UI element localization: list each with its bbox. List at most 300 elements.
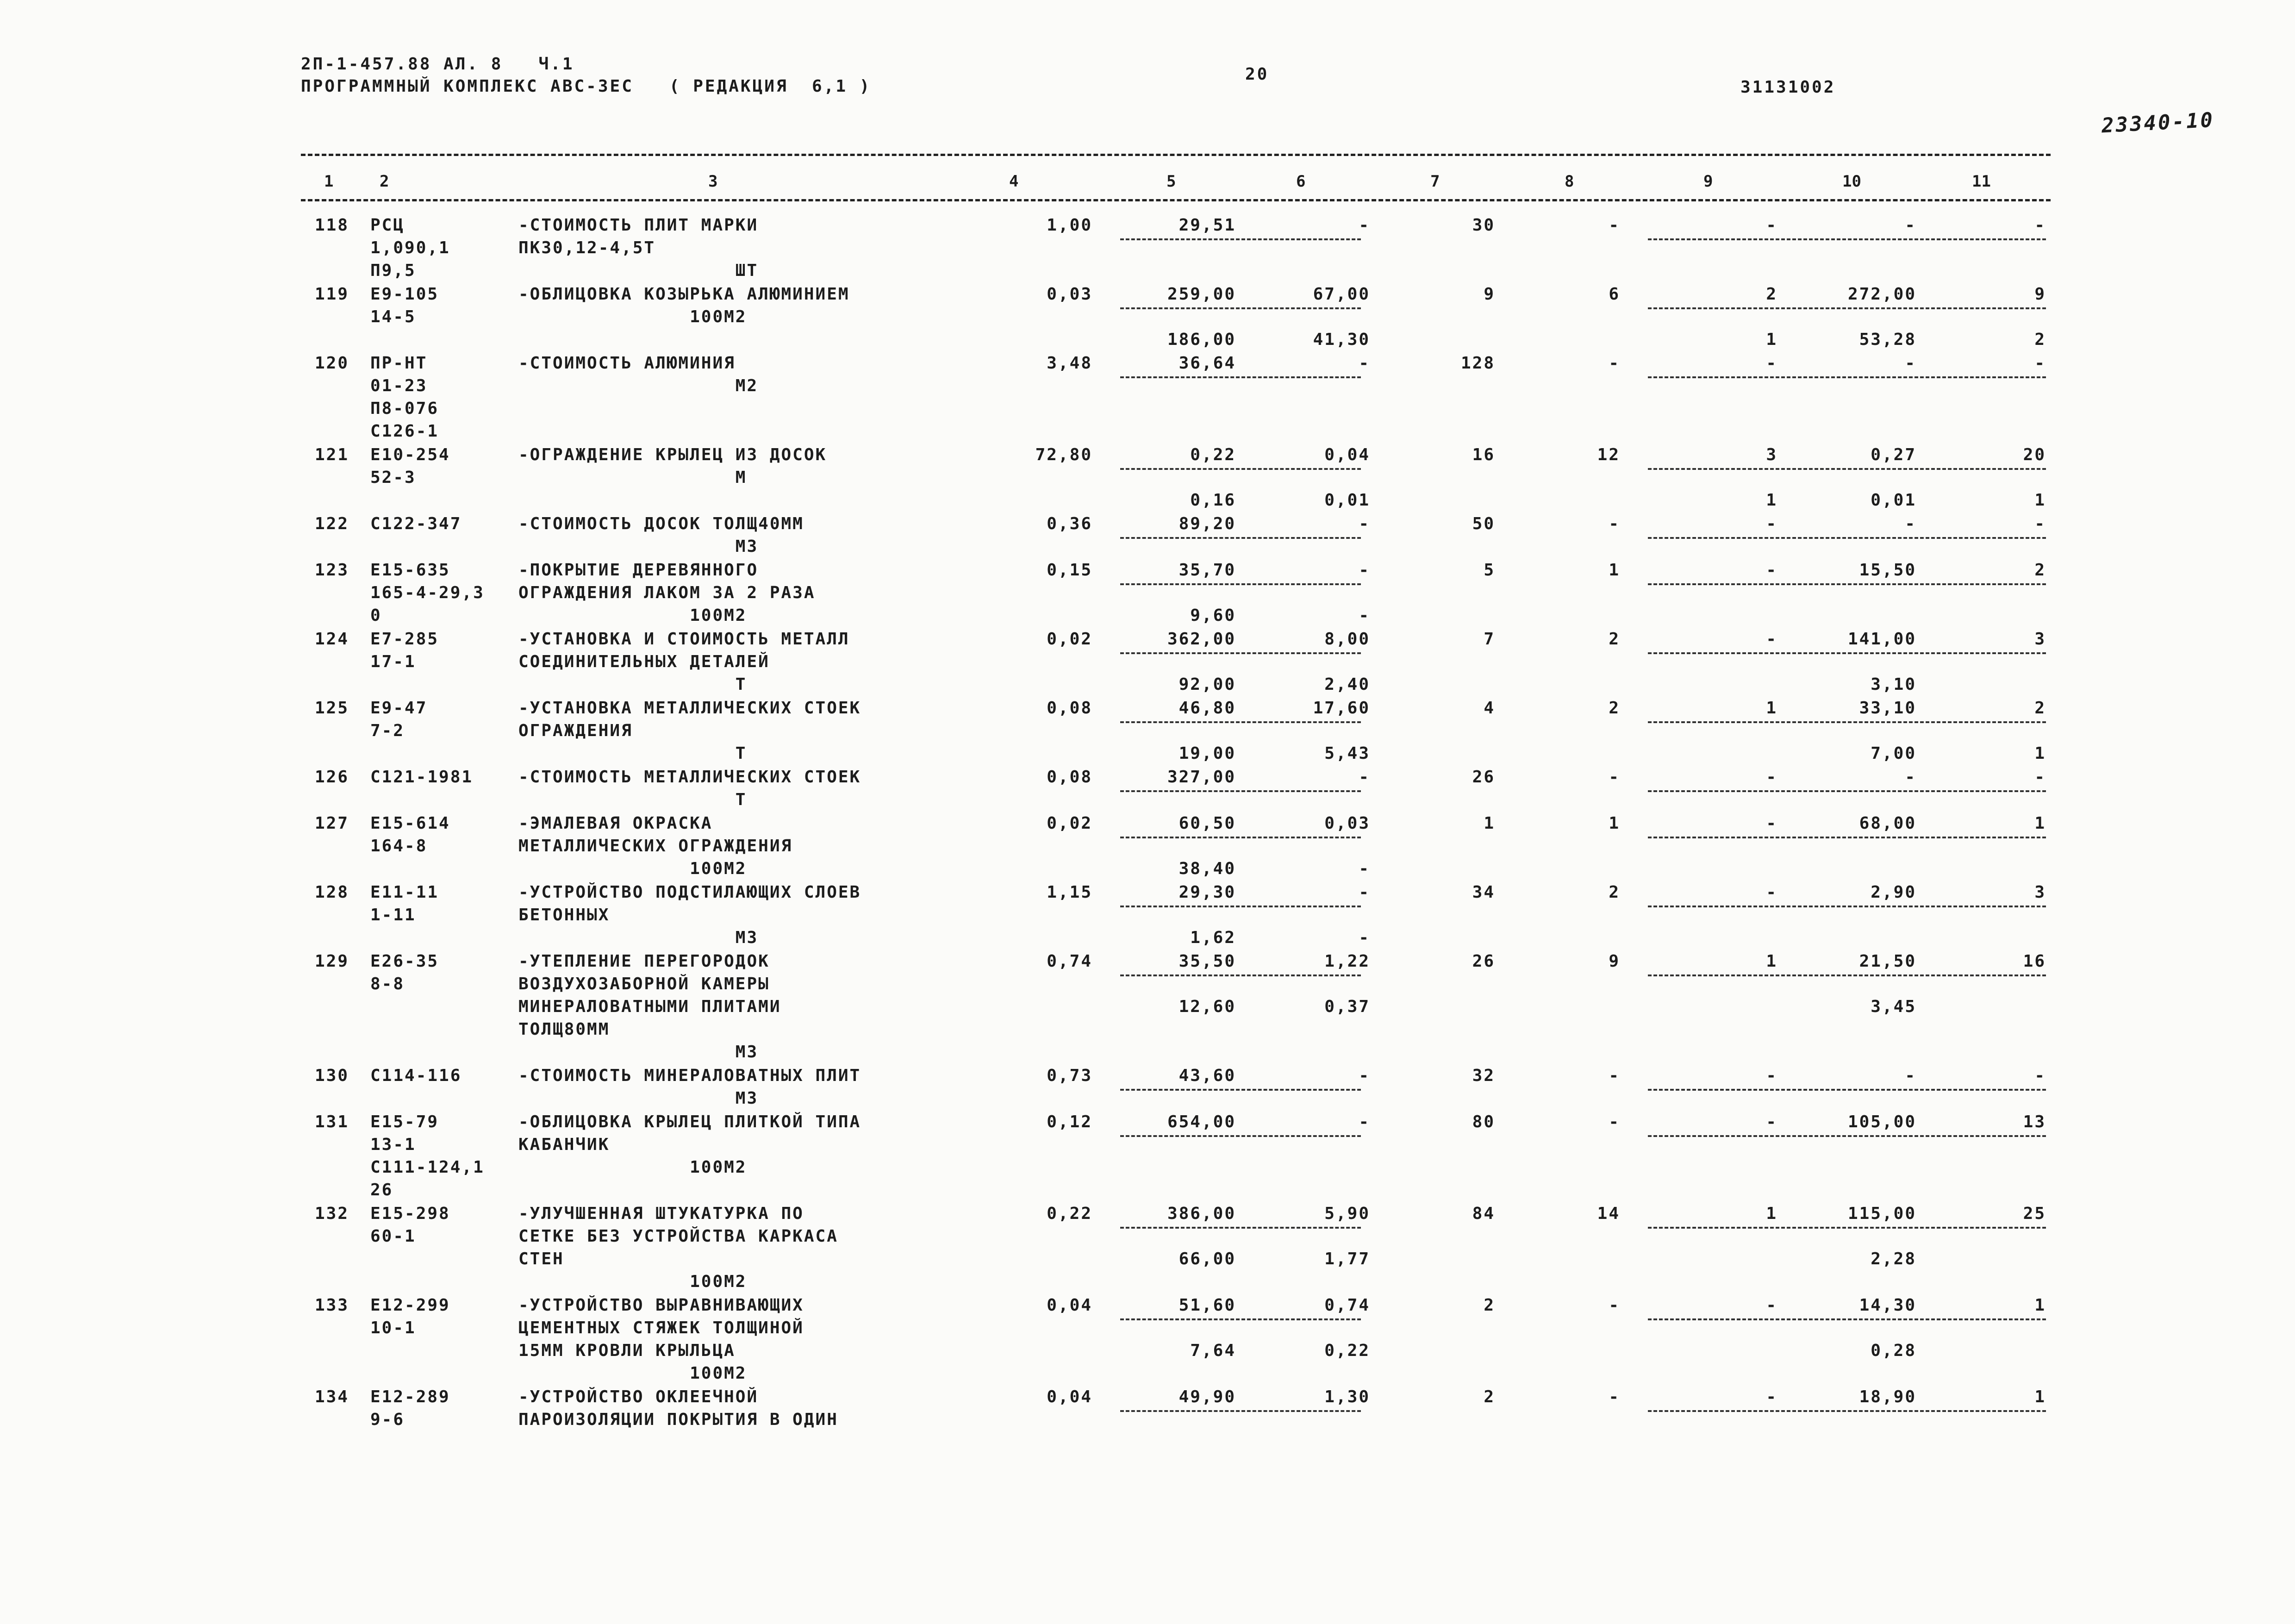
col-10-value: 3,10 — [1871, 675, 1916, 694]
work-description: 100М2 — [518, 1364, 747, 1383]
row-separator — [1648, 1227, 2046, 1229]
col-8-value: - — [1609, 1387, 1620, 1406]
row-number: 128 — [315, 883, 349, 902]
row-separator — [1648, 1135, 2046, 1137]
col-9-value: - — [1766, 354, 1777, 373]
col-10-value: 15,50 — [1859, 561, 1916, 580]
machine-cost: 0,01 — [1324, 491, 1370, 510]
work-description: -ОБЛИЦОВКА КРЫЛЕЦ ПЛИТКОЙ ТИПА — [518, 1112, 861, 1131]
col-11-value: 1 — [2034, 1296, 2046, 1315]
quantity: 0,22 — [1047, 1204, 1092, 1223]
unit-price: 92,00 — [1179, 675, 1236, 694]
total-cost: 4 — [1484, 699, 1495, 718]
work-description: -УСТАНОВКА И СТОИМОСТЬ МЕТАЛЛ — [518, 630, 850, 649]
total-cost: 32 — [1472, 1066, 1495, 1085]
row-number: 120 — [315, 354, 349, 373]
quantity: 0,02 — [1047, 630, 1092, 649]
work-description: 100М2 — [518, 307, 747, 326]
quantity: 3,48 — [1047, 354, 1092, 373]
col-8-value: 1 — [1609, 814, 1620, 833]
col-8-value: 12 — [1597, 445, 1620, 464]
row-number: 131 — [315, 1112, 349, 1131]
row-separator — [1120, 1227, 1361, 1229]
row-number: 118 — [315, 216, 349, 235]
page-number: 20 — [1245, 65, 1269, 84]
total-cost: 84 — [1472, 1204, 1495, 1223]
col-10-value: 0,01 — [1871, 491, 1916, 510]
row-separator — [1120, 1318, 1361, 1320]
col-8-value: - — [1609, 216, 1620, 235]
unit-price: 46,80 — [1179, 699, 1236, 718]
norm-code: 01-23 — [370, 376, 428, 395]
machine-cost: - — [1359, 859, 1370, 878]
work-description: -ОГРАЖДЕНИЕ КРЫЛЕЦ ИЗ ДОСОК — [518, 445, 827, 464]
row-separator — [1120, 468, 1361, 470]
norm-code: С111-124,1 — [370, 1158, 485, 1177]
row-number: 129 — [315, 952, 349, 971]
norm-code: 9-6 — [370, 1410, 405, 1429]
norm-code: 26 — [370, 1181, 393, 1199]
col-11-value: 1 — [2034, 491, 2046, 510]
row-separator — [1120, 906, 1361, 907]
unit-price: 36,64 — [1179, 354, 1236, 373]
col-10-value: - — [1905, 216, 1916, 235]
quantity: 1,00 — [1047, 216, 1092, 235]
total-cost: 1 — [1484, 814, 1495, 833]
norm-code: Е15-298 — [370, 1204, 450, 1223]
unit-price: 89,20 — [1179, 514, 1236, 533]
col-10-value: 14,30 — [1859, 1296, 1916, 1315]
row-number: 123 — [315, 561, 349, 580]
total-cost: 34 — [1472, 883, 1495, 902]
row-separator — [1120, 307, 1361, 309]
row-separator — [1648, 790, 2046, 792]
work-description: 100М2 — [518, 859, 747, 878]
column-header: 1 — [324, 172, 334, 191]
col-11-value: 2 — [2034, 699, 2046, 718]
norm-code: Е7-285 — [370, 630, 439, 649]
total-cost: 26 — [1472, 952, 1495, 971]
row-separator — [1648, 307, 2046, 309]
norm-code: Е9-105 — [370, 285, 439, 304]
total-cost: 16 — [1472, 445, 1495, 464]
unit-price: 66,00 — [1179, 1249, 1236, 1268]
work-description: М3 — [518, 1043, 759, 1062]
col-10-value: 68,00 — [1859, 814, 1916, 833]
machine-cost: - — [1359, 216, 1370, 235]
row-number: 127 — [315, 814, 349, 833]
machine-cost: 5,90 — [1324, 1204, 1370, 1223]
col-10-value: 18,90 — [1859, 1387, 1916, 1406]
unit-price: 49,90 — [1179, 1387, 1236, 1406]
row-number: 124 — [315, 630, 349, 649]
column-header: 3 — [708, 172, 718, 191]
col-8-value: 1 — [1609, 561, 1620, 580]
machine-cost: - — [1359, 1066, 1370, 1085]
col-10-value: 2,28 — [1871, 1249, 1916, 1268]
row-separator — [1120, 583, 1361, 585]
row-separator — [1648, 974, 2046, 976]
work-description: ТОЛЩ80ММ — [518, 1020, 610, 1039]
work-description: -СТОИМОСТЬ МЕТАЛЛИЧЕСКИХ СТОЕК — [518, 768, 861, 787]
col-11-value: 3 — [2034, 630, 2046, 649]
work-description: М3 — [518, 1089, 759, 1108]
col-10-value: 2,90 — [1871, 883, 1916, 902]
row-separator — [1120, 837, 1361, 838]
work-description: 100М2 — [518, 606, 747, 625]
work-description: -СТОИМОСТЬ ПЛИТ МАРКИ — [518, 216, 759, 235]
col-10-value: 115,00 — [1847, 1204, 1916, 1223]
unit-price: 327,00 — [1167, 768, 1236, 787]
work-description: -ОБЛИЦОВКА КОЗЫРЬКА АЛЮМИНИЕМ — [518, 285, 850, 304]
machine-cost: - — [1359, 514, 1370, 533]
unit-price: 1,62 — [1190, 928, 1236, 947]
col-10-value: 0,28 — [1871, 1341, 1916, 1360]
work-description: Т — [518, 675, 747, 694]
col-8-value: - — [1609, 1112, 1620, 1131]
quantity: 72,80 — [1035, 445, 1092, 464]
col-8-value: - — [1609, 514, 1620, 533]
row-separator — [1120, 974, 1361, 976]
work-description: -СТОИМОСТЬ АЛЮМИНИЯ — [518, 354, 736, 373]
row-separator — [1648, 721, 2046, 723]
col-10-value: 105,00 — [1847, 1112, 1916, 1131]
quantity: 0,36 — [1047, 514, 1092, 533]
unit-price: 35,50 — [1179, 952, 1236, 971]
work-description: СОЕДИНИТЕЛЬНЫХ ДЕТАЛЕЙ — [518, 652, 770, 671]
col-8-value: 2 — [1609, 699, 1620, 718]
table-top-rule — [301, 154, 2051, 156]
row-separator — [1120, 1410, 1361, 1412]
work-description: ЦЕМЕНТНЫХ СТЯЖЕК ТОЛЩИНОЙ — [518, 1318, 804, 1337]
machine-cost: - — [1359, 768, 1370, 787]
norm-code: Е26-35 — [370, 952, 439, 971]
machine-cost: 1,30 — [1324, 1387, 1370, 1406]
norm-code: ПР-НТ — [370, 354, 428, 373]
column-header: 6 — [1296, 172, 1306, 191]
col-8-value: - — [1609, 1066, 1620, 1085]
norm-code: Е11-11 — [370, 883, 439, 902]
norm-code: 1-11 — [370, 906, 416, 924]
col-9-value: 1 — [1766, 1204, 1777, 1223]
work-description: -СТОИМОСТЬ ДОСОК ТОЛЩ40ММ — [518, 514, 804, 533]
norm-code: П9,5 — [370, 261, 416, 280]
unit-price: 29,30 — [1179, 883, 1236, 902]
document-code: 31131002 — [1740, 78, 1836, 97]
work-description: СТЕН — [518, 1249, 564, 1268]
col-11-value: 20 — [2023, 445, 2046, 464]
norm-code: Е9-47 — [370, 699, 428, 718]
col-9-value: - — [1766, 1066, 1777, 1085]
col-10-value: 7,00 — [1871, 744, 1916, 763]
column-header: 7 — [1430, 172, 1440, 191]
row-separator — [1648, 1089, 2046, 1091]
row-separator — [1648, 652, 2046, 654]
unit-price: 29,51 — [1179, 216, 1236, 235]
machine-cost: 1,22 — [1324, 952, 1370, 971]
col-8-value: - — [1609, 768, 1620, 787]
col-9-value: 1 — [1766, 330, 1777, 349]
col-9-value: 1 — [1766, 491, 1777, 510]
col-11-value: 2 — [2034, 561, 2046, 580]
machine-cost: - — [1359, 561, 1370, 580]
program-title: ПРОГРАММНЫЙ КОМПЛЕКС АВС-3ЕС ( РЕДАКЦИЯ 6,1 ) — [301, 77, 872, 96]
total-cost: 26 — [1472, 768, 1495, 787]
row-separator — [1648, 376, 2046, 378]
work-description: СЕТКЕ БЕЗ УСТРОЙСТВА КАРКАСА — [518, 1227, 838, 1246]
quantity: 1,15 — [1047, 883, 1092, 902]
machine-cost: 41,30 — [1313, 330, 1370, 349]
norm-code: Е15-614 — [370, 814, 450, 833]
row-number: 132 — [315, 1204, 349, 1223]
quantity: 0,15 — [1047, 561, 1092, 580]
unit-price: 362,00 — [1167, 630, 1236, 649]
work-description: ПК30,12-4,5Т — [518, 238, 656, 257]
norm-code: 8-8 — [370, 974, 405, 993]
table-header-rule — [301, 199, 2051, 201]
col-9-value: 3 — [1766, 445, 1777, 464]
work-description: ПАРОИЗОЛЯЦИИ ПОКРЫТИЯ В ОДИН — [518, 1410, 838, 1429]
col-9-value: - — [1766, 1296, 1777, 1315]
quantity: 0,04 — [1047, 1387, 1092, 1406]
work-description: МИНЕРАЛОВАТНЫМИ ПЛИТАМИ — [518, 997, 781, 1016]
work-description: ВОЗДУХОЗАБОРНОЙ КАМЕРЫ — [518, 974, 770, 993]
col-8-value: 9 — [1609, 952, 1620, 971]
col-11-value: 13 — [2023, 1112, 2046, 1131]
norm-code: РСЦ — [370, 216, 405, 235]
work-description: -СТОИМОСТЬ МИНЕРАЛОВАТНЫХ ПЛИТ — [518, 1066, 861, 1085]
machine-cost: - — [1359, 354, 1370, 373]
machine-cost: - — [1359, 928, 1370, 947]
norm-code: 60-1 — [370, 1227, 416, 1246]
row-separator — [1120, 1135, 1361, 1137]
work-description: -УЛУЧШЕННАЯ ШТУКАТУРКА ПО — [518, 1204, 804, 1223]
row-number: 119 — [315, 285, 349, 304]
quantity: 0,74 — [1047, 952, 1092, 971]
total-cost: 80 — [1472, 1112, 1495, 1131]
machine-cost: 0,74 — [1324, 1296, 1370, 1315]
col-11-value: 25 — [2023, 1204, 2046, 1223]
work-description: Т — [518, 790, 747, 809]
col-8-value: - — [1609, 354, 1620, 373]
norm-code: 17-1 — [370, 652, 416, 671]
norm-code: Е12-289 — [370, 1387, 450, 1406]
column-header: 4 — [1009, 172, 1019, 191]
col-11-value: - — [2034, 514, 2046, 533]
norm-code: 14-5 — [370, 307, 416, 326]
unit-price: 0,22 — [1190, 445, 1236, 464]
norm-code: 13-1 — [370, 1135, 416, 1154]
total-cost: 2 — [1484, 1387, 1495, 1406]
work-description: -УСТРОЙСТВО ОКЛЕЕЧНОЙ — [518, 1387, 759, 1406]
unit-price: 654,00 — [1167, 1112, 1236, 1131]
col-8-value: - — [1609, 1296, 1620, 1315]
col-10-value: 33,10 — [1859, 699, 1916, 718]
norm-code: 1,090,1 — [370, 238, 450, 257]
work-description: Т — [518, 744, 747, 763]
row-number: 134 — [315, 1387, 349, 1406]
unit-price: 9,60 — [1190, 606, 1236, 625]
row-separator — [1120, 537, 1361, 539]
norm-code: Е12-299 — [370, 1296, 450, 1315]
unit-price: 259,00 — [1167, 285, 1236, 304]
handwritten-stamp: 23340-10 — [2101, 108, 2215, 138]
norm-code: С122-347 — [370, 514, 462, 533]
unit-price: 386,00 — [1167, 1204, 1236, 1223]
row-separator — [1648, 537, 2046, 539]
col-10-value: 53,28 — [1859, 330, 1916, 349]
col-10-value: - — [1905, 768, 1916, 787]
work-description: МЕТАЛЛИЧЕСКИХ ОГРАЖДЕНИЯ — [518, 837, 793, 856]
row-separator — [1648, 837, 2046, 838]
work-description: -УСТРОЙСТВО ВЫРАВНИВАЮЩИХ — [518, 1296, 804, 1315]
unit-price: 19,00 — [1179, 744, 1236, 763]
machine-cost: - — [1359, 1112, 1370, 1131]
machine-cost: 5,43 — [1324, 744, 1370, 763]
row-number: 126 — [315, 768, 349, 787]
col-9-value: - — [1766, 561, 1777, 580]
work-description: ОГРАЖДЕНИЯ ЛАКОМ ЗА 2 РАЗА — [518, 583, 816, 602]
col-10-value: - — [1905, 514, 1916, 533]
col-9-value: - — [1766, 768, 1777, 787]
total-cost: 2 — [1484, 1296, 1495, 1315]
col-10-value: 141,00 — [1847, 630, 1916, 649]
machine-cost: 2,40 — [1324, 675, 1370, 694]
norm-code: 164-8 — [370, 837, 428, 856]
total-cost: 50 — [1472, 514, 1495, 533]
work-description: -ЭМАЛЕВАЯ ОКРАСКА — [518, 814, 713, 833]
col-8-value: 2 — [1609, 883, 1620, 902]
machine-cost: 1,77 — [1324, 1249, 1370, 1268]
col-11-value: - — [2034, 216, 2046, 235]
column-header: 2 — [380, 172, 389, 191]
col-10-value: 0,27 — [1871, 445, 1916, 464]
col-10-value: 272,00 — [1847, 285, 1916, 304]
row-number: 122 — [315, 514, 349, 533]
unit-price: 38,40 — [1179, 859, 1236, 878]
work-description: М3 — [518, 537, 759, 556]
col-11-value: 16 — [2023, 952, 2046, 971]
column-header: 11 — [1972, 172, 1991, 191]
quantity: 0,08 — [1047, 699, 1092, 718]
quantity: 0,03 — [1047, 285, 1092, 304]
row-separator — [1120, 721, 1361, 723]
row-separator — [1648, 906, 2046, 907]
work-description: -УСТАНОВКА МЕТАЛЛИЧЕСКИХ СТОЕК — [518, 699, 861, 718]
row-separator — [1648, 468, 2046, 470]
norm-code: С121-1981 — [370, 768, 474, 787]
col-9-value: - — [1766, 883, 1777, 902]
norm-code: 7-2 — [370, 721, 405, 740]
col-11-value: 1 — [2034, 744, 2046, 763]
quantity: 0,08 — [1047, 768, 1092, 787]
work-description: -УСТРОЙСТВО ПОДСТИЛАЮЩИХ СЛОЕВ — [518, 883, 861, 902]
norm-code: 165-4-29,3 — [370, 583, 485, 602]
row-separator — [1648, 1410, 2046, 1412]
unit-price: 0,16 — [1190, 491, 1236, 510]
quantity: 0,04 — [1047, 1296, 1092, 1315]
total-cost: 30 — [1472, 216, 1495, 235]
row-number: 121 — [315, 445, 349, 464]
unit-price: 7,64 — [1190, 1341, 1236, 1360]
row-separator — [1648, 238, 2046, 240]
col-11-value: - — [2034, 354, 2046, 373]
col-9-value: - — [1766, 1112, 1777, 1131]
total-cost: 9 — [1484, 285, 1495, 304]
norm-code: П8-076 — [370, 399, 439, 418]
work-description: ШТ — [518, 261, 759, 280]
machine-cost: 67,00 — [1313, 285, 1370, 304]
machine-cost: 0,04 — [1324, 445, 1370, 464]
norm-code: Е15-635 — [370, 561, 450, 580]
machine-cost: 8,00 — [1324, 630, 1370, 649]
work-description: ОГРАЖДЕНИЯ — [518, 721, 633, 740]
total-cost: 5 — [1484, 561, 1495, 580]
column-header: 10 — [1842, 172, 1861, 191]
col-11-value: 1 — [2034, 814, 2046, 833]
unit-price: 12,60 — [1179, 997, 1236, 1016]
work-description: М — [518, 468, 747, 487]
machine-cost: - — [1359, 606, 1370, 625]
col-11-value: 2 — [2034, 330, 2046, 349]
norm-code: 0 — [370, 606, 382, 625]
col-10-value: - — [1905, 354, 1916, 373]
col-9-value: - — [1766, 216, 1777, 235]
work-description: -УТЕПЛЕНИЕ ПЕРЕГОРОДОК — [518, 952, 770, 971]
norm-code: 10-1 — [370, 1318, 416, 1337]
row-separator — [1120, 376, 1361, 378]
machine-cost: 0,37 — [1324, 997, 1370, 1016]
col-9-value: - — [1766, 514, 1777, 533]
norm-code: С126-1 — [370, 422, 439, 441]
col-10-value: 21,50 — [1859, 952, 1916, 971]
row-separator — [1120, 790, 1361, 792]
machine-cost: 0,22 — [1324, 1341, 1370, 1360]
col-8-value: 2 — [1609, 630, 1620, 649]
column-header: 5 — [1166, 172, 1176, 191]
col-9-value: 1 — [1766, 952, 1777, 971]
work-description: 100М2 — [518, 1158, 747, 1177]
unit-price: 60,50 — [1179, 814, 1236, 833]
row-separator — [1120, 238, 1361, 240]
unit-price: 186,00 — [1167, 330, 1236, 349]
unit-price: 51,60 — [1179, 1296, 1236, 1315]
col-8-value: 6 — [1609, 285, 1620, 304]
row-separator — [1120, 652, 1361, 654]
col-11-value: - — [2034, 768, 2046, 787]
norm-code: Е10-254 — [370, 445, 450, 464]
document-reference: 2П-1-457.88 АЛ. 8 Ч.1 — [301, 55, 574, 74]
col-9-value: - — [1766, 1387, 1777, 1406]
machine-cost: 17,60 — [1313, 699, 1370, 718]
total-cost: 128 — [1460, 354, 1495, 373]
norm-code: С114-116 — [370, 1066, 462, 1085]
column-header: 8 — [1565, 172, 1574, 191]
work-description: 100М2 — [518, 1272, 747, 1291]
col-9-value: 1 — [1766, 699, 1777, 718]
work-description: М3 — [518, 928, 759, 947]
col-8-value: 14 — [1597, 1204, 1620, 1223]
norm-code: Е15-79 — [370, 1112, 439, 1131]
row-number: 133 — [315, 1296, 349, 1315]
col-9-value: - — [1766, 630, 1777, 649]
row-number: 130 — [315, 1066, 349, 1085]
quantity: 0,73 — [1047, 1066, 1092, 1085]
col-10-value: 3,45 — [1871, 997, 1916, 1016]
machine-cost: 0,03 — [1324, 814, 1370, 833]
work-description: -ПОКРЫТИЕ ДЕРЕВЯННОГО — [518, 561, 759, 580]
row-number: 125 — [315, 699, 349, 718]
